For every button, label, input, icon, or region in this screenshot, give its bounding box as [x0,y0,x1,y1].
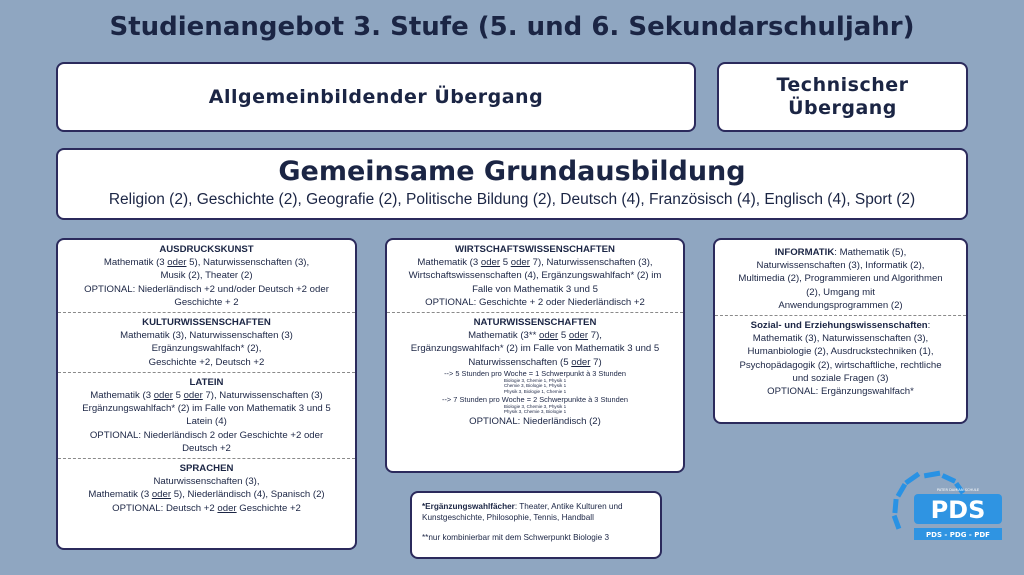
line: OPTIONAL: Ergänzungswahlfach* [767,386,914,398]
line: Physik 3, Biologie 1, Chemie 1 [503,389,567,395]
line: Ergänzungswahlfach* (2), [151,343,262,355]
line: Sozial- und Erziehungswissenschaften: [750,320,931,332]
section-sprachen [58,458,355,518]
line: und soziale Fragen (3) [792,372,889,384]
common-education-box [56,148,968,220]
line: Ergänzungswahlfach* (2) im Falle von Mathematik 3 und 5 [410,343,660,355]
footnote-electives: *Ergänzungswahlfächer: Theater, Antike Kulturen und Kunstgeschichte, Philosophie, Tennis, Handball [422,502,623,522]
section-heading: KULTURWISSENSCHAFTEN [142,317,271,329]
general-track-label: Allgemeinbildender Übergang [208,86,544,108]
common-education-subjects: Religion (2), Geschichte (2), Geografie (2), Politische Bildung (2), Deutsch (4), Französisch (4), Englisch (4), Sport (2) [108,191,916,208]
line: Psychopädagogik (2), wirtschaftliche, rechtliche [739,359,942,371]
line: --> 7 Stunden pro Woche = 2 Schwerpunkte à 3 Stunden [442,394,628,404]
section-latein [58,372,355,458]
line: Mathematik (3 oder 5), Niederländisch (4), Spanisch (2) [88,489,325,501]
column-general-1 [56,238,357,550]
line: Biologie 3, Chemie 3, Physik 1 [503,403,567,409]
section-heading: INFORMATIK [774,247,835,258]
line: Mathematik (3), Naturwissenschaften (3), [752,333,929,345]
line: (2), Umgang mit [806,286,875,298]
section-heading: LATEIN [189,376,224,388]
general-track-box [56,62,696,132]
page-title: Studienangebot 3. Stufe (5. und 6. Sekundarschuljahr) [109,12,915,42]
technical-track-label-2: Übergang [788,97,897,119]
line: OPTIONAL: Niederländisch (2) [469,415,601,427]
logo-main-text: PDS [930,496,986,524]
line: INFORMATIK: Mathematik (5), [774,247,907,258]
line: Falle von Mathematik 3 und 5 [472,283,598,295]
line: Mathematik (3 oder 5 oder 7), Naturwissenschaften (3) [90,390,323,402]
column-general-2 [385,238,685,473]
footnote-biology: **nur kombinierbar mit dem Schwerpunkt Biologie 3 [422,533,610,542]
line: Biologie 3, Chemie 1, Physik 1 [503,377,567,383]
section-sozial [715,315,966,401]
line: Mathematik (3 oder 5), Naturwissenschaften (3), [103,257,310,269]
section-heading: Sozial- und Erziehungswissenschaften [750,320,928,332]
line: Mathematik (3), Naturwissenschaften (3) [120,330,293,342]
section-heading: WIRTSCHAFTSWISSENSCHAFTEN [455,244,615,255]
logo-tagline: PDS - PDG - PDF [926,531,990,539]
section-naturwissenschaften [387,312,683,431]
column-technical [713,238,968,424]
logo-small-text: PATER DAMIAN SCHULE [936,488,980,492]
line: OPTIONAL: Niederländisch +2 und/oder Deutsch +2 oder [84,283,329,295]
line: Mathematik (3 oder 5 oder 7), Naturwissenschaften (3), [417,257,653,269]
line: Ergänzungswahlfach* (2) im Falle von Mathematik 3 und 5 [82,403,331,415]
section-heading: AUSDRUCKSKUNST [159,244,254,255]
section-heading: SPRACHEN [179,463,234,475]
line: Humanbiologie (2), Ausdruckstechniken (1), [747,346,934,358]
logo-icon [880,470,1020,555]
line: Wirtschaftswissenschaften (4), Ergänzungswahlfach* (2) im [408,270,662,282]
line: Chemie 3, Biologie 1, Physik 1 [503,383,567,389]
technical-track-label-1: Technischer [776,74,909,96]
section-informatik [715,240,966,315]
line: Geschichte + 2 [174,296,239,308]
line: OPTIONAL: Geschichte + 2 oder Niederländisch +2 [425,296,645,308]
line: Naturwissenschaften (3), [153,476,260,488]
section-wirtschaftswissenschaften [387,240,683,312]
section-kulturwissenschaften [58,312,355,372]
common-education-heading: Gemeinsame Grundausbildung [278,156,746,187]
line: Naturwissenschaften (3), Informatik (2), [756,260,925,272]
line: --> 5 Stunden pro Woche = 1 Schwerpunkt à 3 Stunden [444,368,626,378]
line: Mathematik (3** oder 5 oder 7), [468,330,602,342]
line: OPTIONAL: Niederländisch 2 oder Geschichte +2 oder [89,429,324,441]
technical-track-box [717,62,968,132]
line: Latein (4) [186,416,227,428]
section-heading: NATURWISSENSCHAFTEN [473,317,597,329]
line: Physik 3, Chemie 3, Biologie 1 [503,409,567,415]
line: Geschichte +2, Deutsch +2 [148,356,265,368]
line: Multimedia (2), Programmieren und Algorithmen [738,273,943,285]
line: Deutsch +2 [182,442,231,454]
line: OPTIONAL: Deutsch +2 oder Geschichte +2 [112,502,301,514]
section-ausdruckskunst [58,240,355,312]
line: Anwendungsprogrammen (2) [778,299,903,311]
school-logo [880,470,1020,555]
footnote-box [410,491,662,559]
line: Musik (2), Theater (2) [160,270,253,282]
line: Naturwissenschaften (5 oder 7) [468,356,602,368]
